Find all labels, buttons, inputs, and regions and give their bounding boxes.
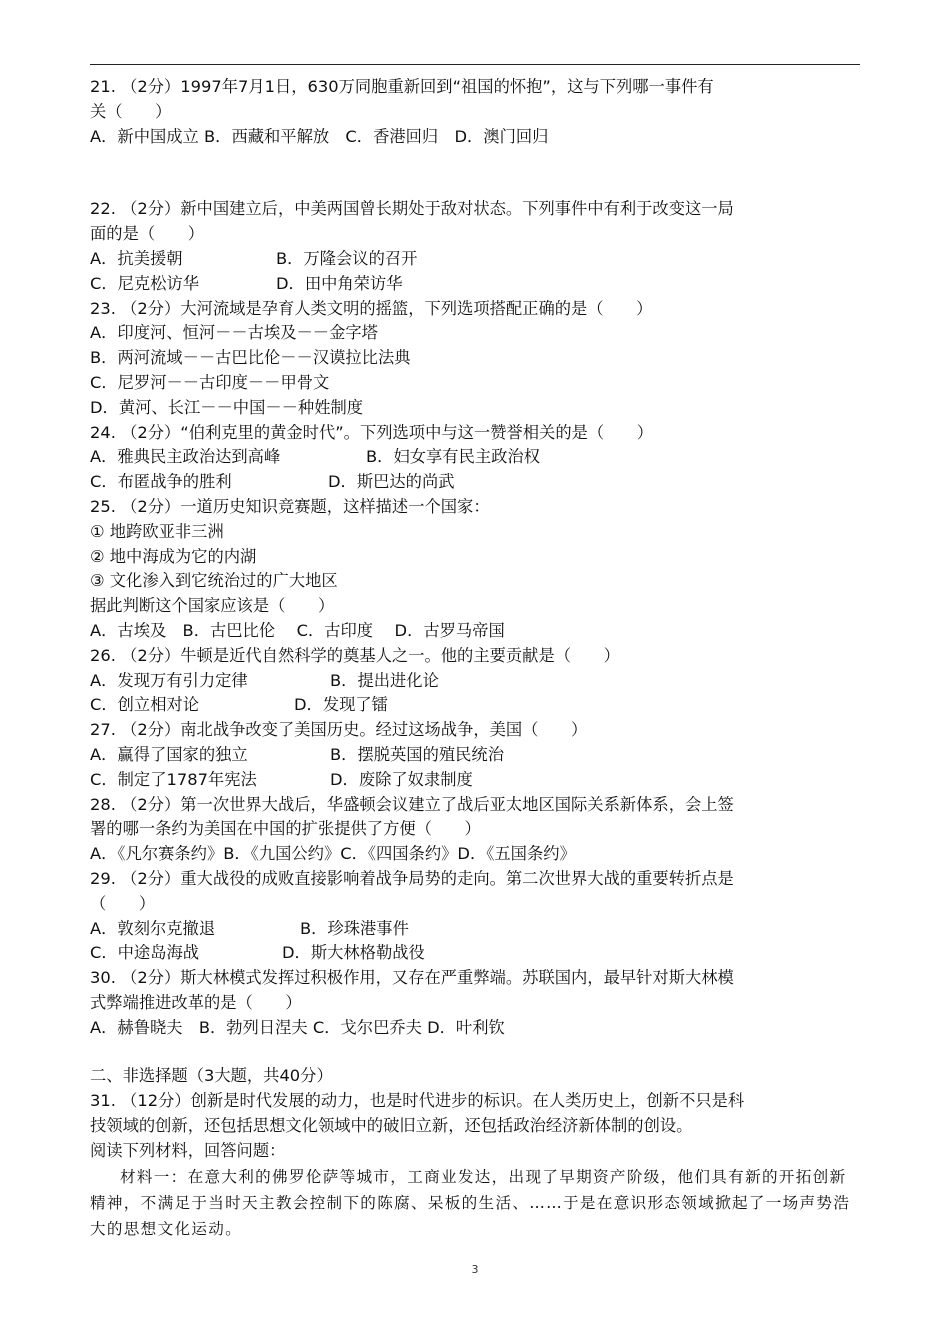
question-stem: 28. （2分）第一次世界大战后，华盛顿会议建立了战后亚太地区国际关系新体系，会上签 <box>90 794 734 814</box>
section-heading: 二、非选择题（3大题，共40分） <box>90 1066 333 1086</box>
question-stem-cont: 关（ ） <box>90 101 172 121</box>
question-stem-cont: 面的是（ ） <box>90 224 204 244</box>
question-stem-cont: 技领域的创新，还包括思想文化领域中的破旧立新，还包括政治经济新体制的创设。 <box>90 1116 693 1136</box>
option-d: D．发现了镭 <box>294 695 388 715</box>
question-28 <box>90 793 862 867</box>
option-b: B．摆脱英国的殖民统治 <box>330 744 504 764</box>
question-options: A．古埃及 B．古巴比伦 C．古印度 D．古罗马帝国 <box>90 620 505 640</box>
question-stem: 24. （2分）“伯利克里的黄金时代”。下列选项中与这一赞誉相关的是（ ） <box>90 422 654 442</box>
option-a: A．赢得了国家的独立 <box>90 744 248 764</box>
option-c: C．尼罗河－－古印度－－甲骨文 <box>90 372 330 392</box>
option-c: C．尼克松访华 <box>90 273 200 293</box>
question-options: A．赫鲁晓夫 B．勃列日涅夫 C．戈尔巴乔夫 D．叶利钦 <box>90 1017 505 1037</box>
option-b: B．万隆会议的召开 <box>276 248 418 268</box>
question-stem-cont: 式弊端推进改革的是（ ） <box>90 992 302 1012</box>
question-stem: 25. （2分）一道历史知识竞赛题，这样描述一个国家： <box>90 496 490 516</box>
question-stem: 22. （2分）新中国建立后，中美两国曾长期处于敌对状态。下列事件中有利于改变这一局 <box>90 199 734 219</box>
option-c: C．创立相对论 <box>90 695 200 715</box>
option-b: B．妇女享有民主政治权 <box>366 447 540 467</box>
question-stem: 23. （2分）大河流域是孕育人类文明的摇篮，下列选项搭配正确的是（ ） <box>90 298 653 318</box>
question-stem: 27. （2分）南北战争改变了美国历史。经过这场战争，美国（ ） <box>90 720 588 740</box>
question-21 <box>90 75 862 149</box>
question-stem: 31. （12分）创新是时代发展的动力，也是时代进步的标识。在人类历史上，创新不只是科 <box>90 1091 745 1111</box>
clue-item: ③ 文化渗入到它统治过的广大地区 <box>90 571 338 591</box>
question-29 <box>90 867 862 966</box>
option-b: B．两河流域－－古巴比伦－－汉谟拉比法典 <box>90 348 411 368</box>
question-30 <box>90 966 862 1040</box>
option-a: A．发现万有引力定律 <box>90 670 248 690</box>
option-c: C．布匿战争的胜利 <box>90 472 232 492</box>
option-b: B．提出进化论 <box>330 670 439 690</box>
header-rule <box>90 64 860 65</box>
material-one <box>90 1164 862 1242</box>
page-number: 3 <box>471 1263 479 1276</box>
option-d: D．黄河、长江－－中国－－种姓制度 <box>90 397 364 417</box>
option-a: A．雅典民主政治达到高峰 <box>90 447 281 467</box>
option-a: A．印度河、恒河－－古埃及－－金字塔 <box>90 323 378 343</box>
option-a: A．敦刻尔克撤退 <box>90 918 216 938</box>
question-27 <box>90 718 862 792</box>
option-b: B．珍珠港事件 <box>300 918 409 938</box>
option-d: D．废除了奴隶制度 <box>330 769 473 789</box>
question-options: A．新中国成立 B．西藏和平解放 C．香港回归 D．澳门回归 <box>90 126 549 146</box>
question-31 <box>90 1089 862 1241</box>
question-22 <box>90 197 862 296</box>
question-options: A．《凡尔赛条约》B．《九国公约》C．《四国条约》D．《五国条约》 <box>90 844 576 864</box>
clue-item: ① 地跨欧亚非三洲 <box>90 521 224 541</box>
question-content <box>90 75 862 1242</box>
question-stem-cont: 署的哪一条约为美国在中国的扩张提供了方便（ ） <box>90 819 481 839</box>
option-d: D．斯大林格勒战役 <box>282 943 425 963</box>
clue-item: ② 地中海成为它的内湖 <box>90 546 257 566</box>
option-d: D．田中角荣访华 <box>276 273 403 293</box>
material-one-text: 材料一：在意大利的佛罗伦萨等城市，工商业发达，出现了早期资产阶级，他们具有新的开拓创新精神，不满足于当时天主教会控制下的陈腐、呆板的生活、……于是在意识形态领域掀起了一场声势浩大的思想文化运动。 <box>90 1167 851 1238</box>
question-stem: 21. （2分）1997年7月1日，630万同胞重新回到“祖国的怀抱”，这与下列哪一事件有 <box>90 77 714 96</box>
question-26 <box>90 644 862 718</box>
question-stem: 30. （2分）斯大林模式发挥过积极作用，又存在严重弊端。苏联国内，最早针对斯大林模 <box>90 968 734 988</box>
question-24 <box>90 421 862 495</box>
question-ask: 据此判断这个国家应该是（ ） <box>90 596 335 616</box>
question-stem-cont: （ ） <box>90 893 156 913</box>
question-23 <box>90 297 862 421</box>
option-d: D．斯巴达的尚武 <box>328 472 455 492</box>
question-stem: 26. （2分）牛顿是近代自然科学的奠基人之一。他的主要贡献是（ ） <box>90 645 620 665</box>
option-c: C．中途岛海战 <box>90 943 200 963</box>
option-c: C．制定了1787年宪法 <box>90 769 257 789</box>
option-a: A．抗美援朝 <box>90 248 183 268</box>
question-stem: 29. （2分）重大战役的成败直接影响着战争局势的走向。第二次世界大战的重要转折点是 <box>90 868 734 888</box>
question-instruction: 阅读下列材料，回答问题： <box>90 1140 286 1160</box>
question-25 <box>90 495 862 644</box>
